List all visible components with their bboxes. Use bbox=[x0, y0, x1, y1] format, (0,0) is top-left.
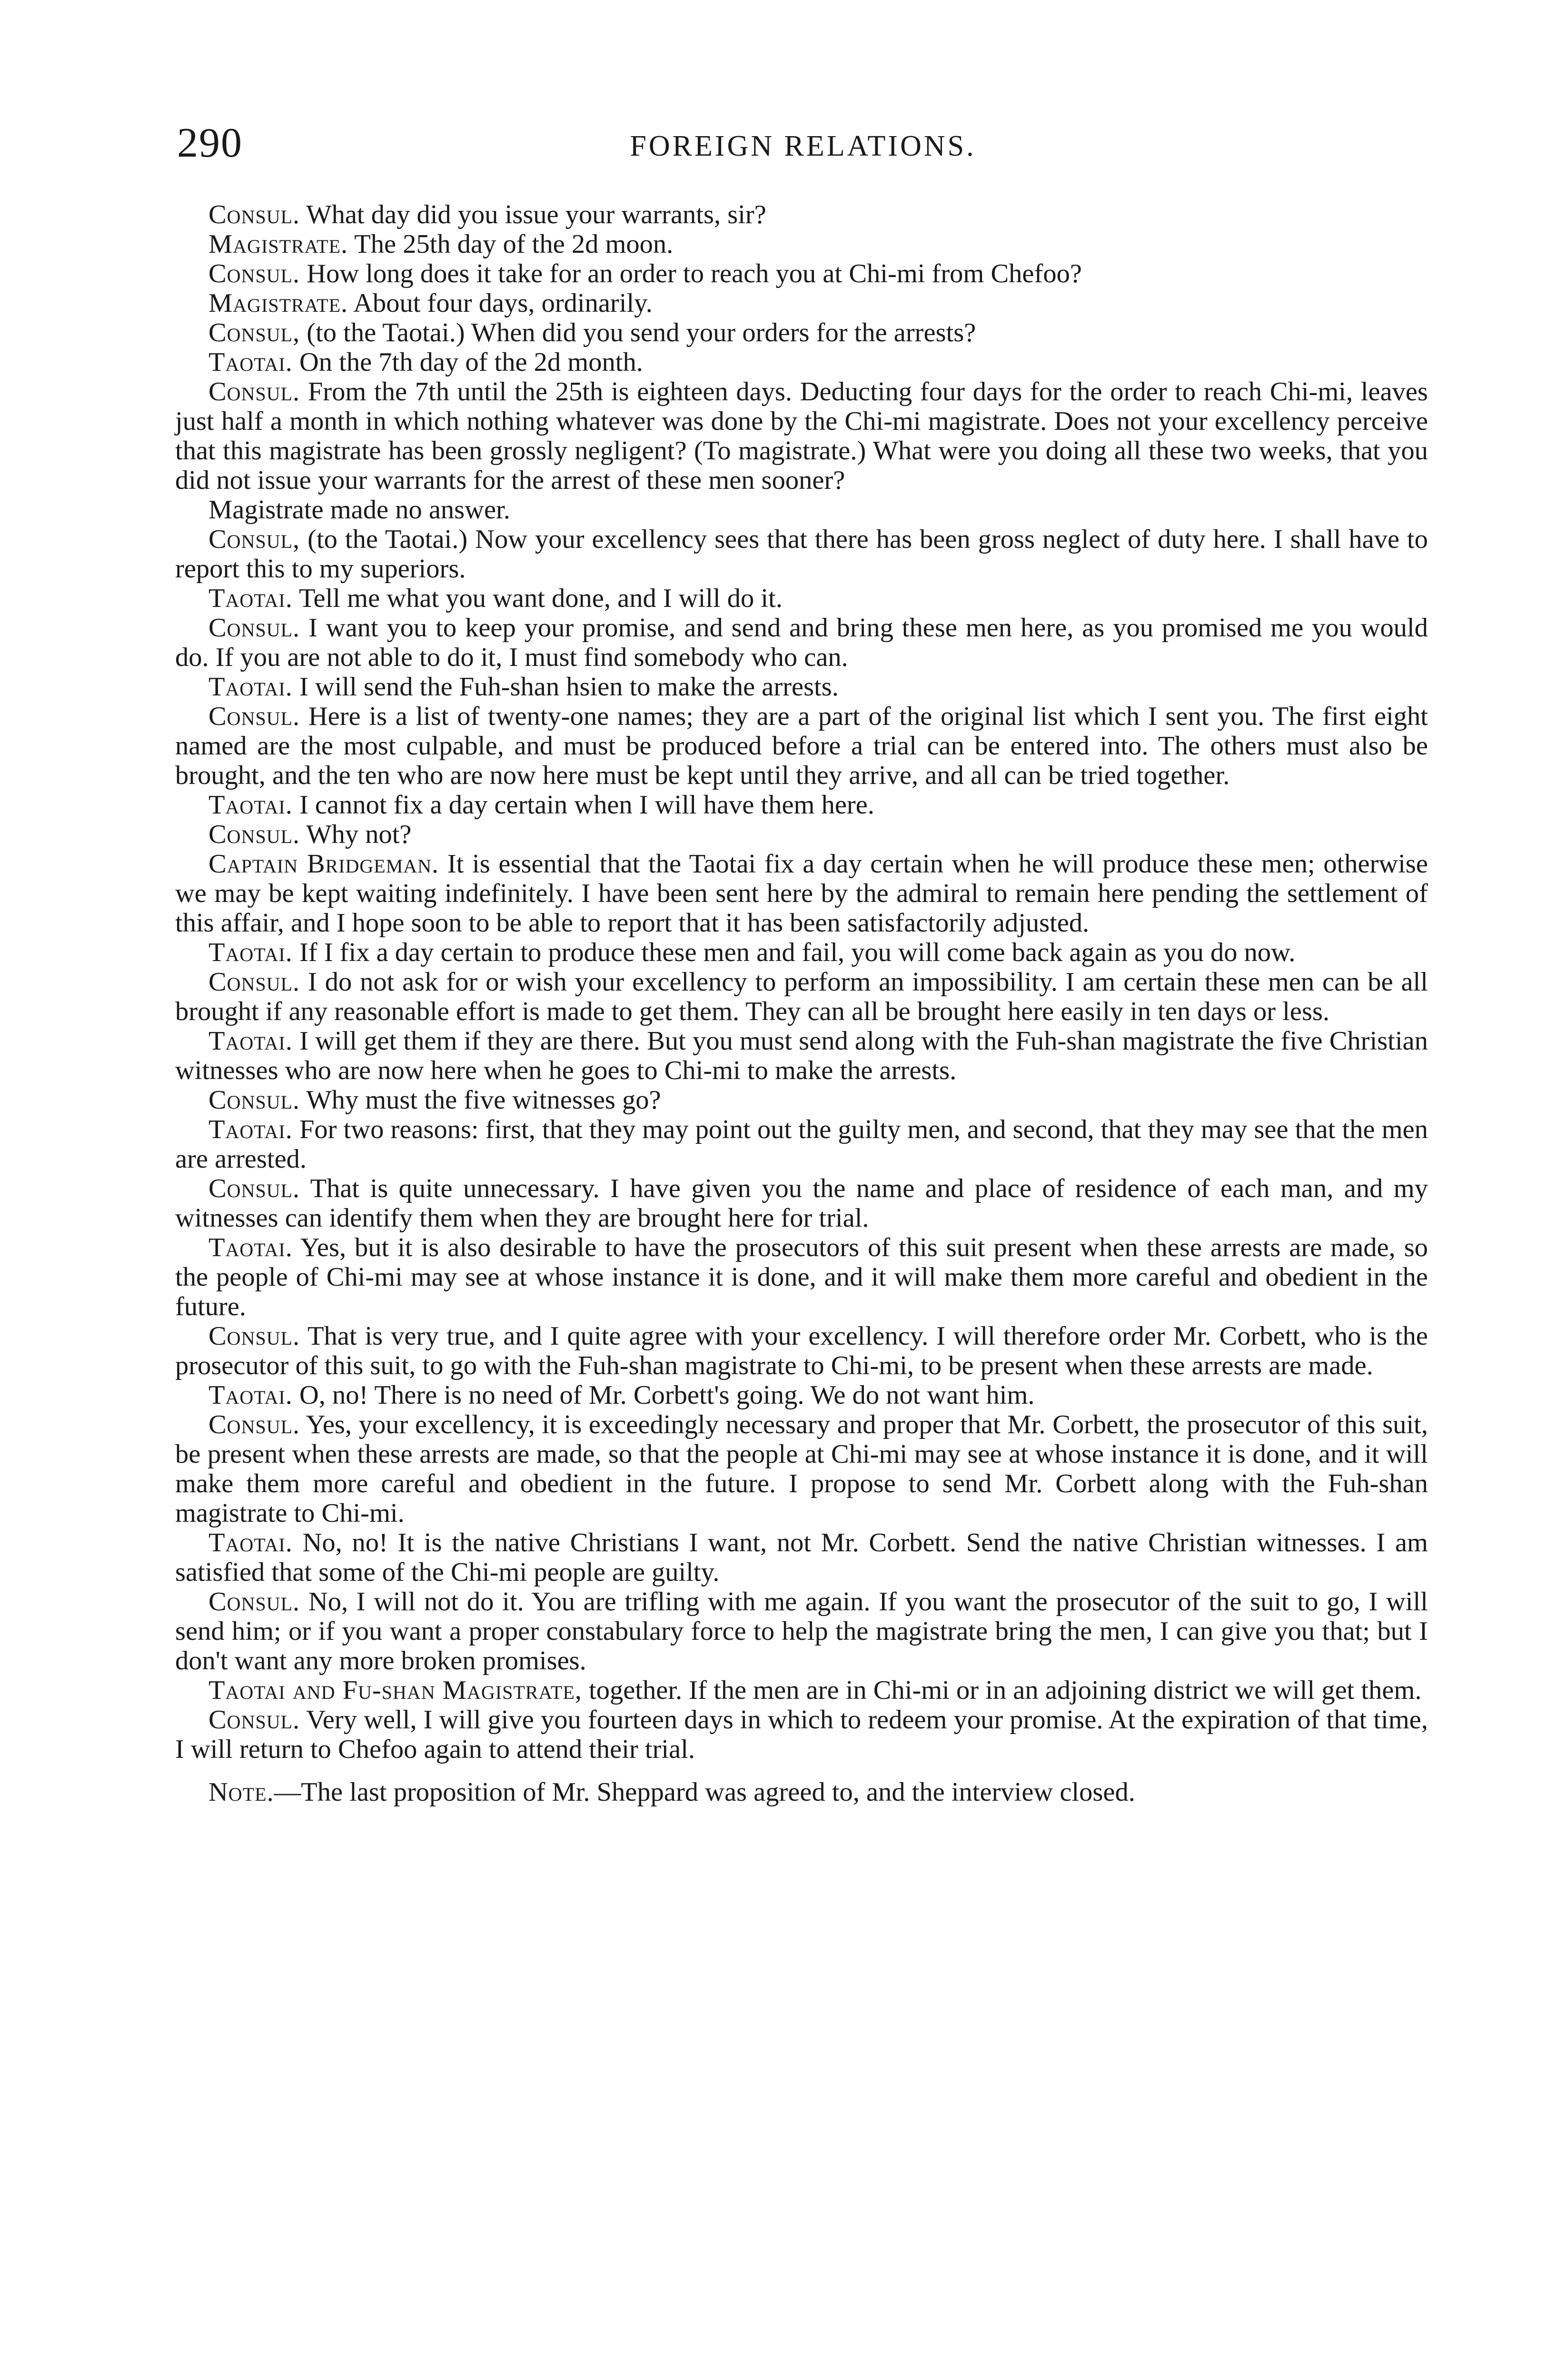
speaker-name: Consul. bbox=[208, 200, 300, 229]
dialogue-paragraph bbox=[175, 200, 1428, 229]
speaker-name: Consul. bbox=[208, 702, 300, 731]
paragraph-text: It is essential that the Taotai fix a day certain when he will produce these men; otherwise we may be kept waiting indefinitely. I have been sent here by the admiral to remain here pending the settlement of this affair, and I hope soon to be able to report that it has been satisfactorily adjusted. bbox=[175, 849, 1428, 938]
paragraph-text: Yes, your excellency, it is exceedingly necessary and proper that Mr. Corbett, the prosecutor of this suit, be present when these arrests are made, so that the people at Chi-mi may see at whose instance it is done, and it will make them more careful and obedient in the future. I propose to send Mr. Corbett along with the Fuh-shan magistrate to Chi-mi. bbox=[175, 1410, 1428, 1528]
dialogue-body bbox=[175, 200, 1428, 1807]
speaker-name: Magistrate. bbox=[208, 229, 348, 259]
dialogue-paragraph bbox=[175, 967, 1428, 1026]
dialogue-paragraph bbox=[175, 1233, 1428, 1321]
running-head: FOREIGN RELATIONS. bbox=[630, 130, 976, 162]
speaker-name: Taotai. bbox=[208, 1115, 293, 1144]
dialogue-paragraph bbox=[175, 613, 1428, 672]
dialogue-paragraph bbox=[175, 1026, 1428, 1085]
paragraph-text: O, no! There is no need of Mr. Corbett's going. We do not want him. bbox=[292, 1380, 1035, 1410]
paragraph-text: (to the Taotai.) Now your excellency sees that there has been gross neglect of duty here. I shall have to report this to my superiors. bbox=[175, 525, 1428, 584]
speaker-name: Taotai. bbox=[208, 1233, 293, 1262]
speaker-name: Taotai and Fu-shan Magistrate, bbox=[208, 1676, 582, 1705]
dialogue-paragraph bbox=[175, 1321, 1428, 1380]
dialogue-paragraph bbox=[175, 1115, 1428, 1174]
speaker-name: Consul. bbox=[208, 820, 300, 849]
speaker-name: Consul. bbox=[208, 613, 300, 643]
speaker-name: Consul. bbox=[208, 259, 300, 288]
editorial-note bbox=[175, 1777, 1428, 1807]
dialogue-paragraph bbox=[175, 318, 1428, 347]
speaker-name: Consul. bbox=[208, 1174, 300, 1203]
paragraph-text: That is quite unnecessary. I have given you the name and place of residence of each man, and my witnesses can identify them when they are brought here for trial. bbox=[175, 1174, 1428, 1233]
paragraph-text: No, no! It is the native Christians I want, not Mr. Corbett. Send the native Christian witnesses. I am satisfied that some of the Chi-mi people are guilty. bbox=[175, 1528, 1428, 1587]
speaker-name: Consul. bbox=[208, 1410, 300, 1439]
speaker-name: Taotai. bbox=[208, 347, 293, 377]
dialogue-paragraph bbox=[175, 377, 1428, 495]
paragraph-text: No, I will not do it. You are trifling with me again. If you want the prosecutor of the suit to go, I will send him; or if you want a proper constabulary force to help the magistrate bring the men, I can give you that; but I don't want any more broken promises. bbox=[175, 1587, 1428, 1676]
speaker-name: Taotai. bbox=[208, 1380, 293, 1410]
dialogue-paragraph bbox=[175, 790, 1428, 820]
speaker-name: Consul. bbox=[208, 1321, 300, 1351]
note-label: Note. bbox=[208, 1777, 274, 1807]
paragraph-text: How long does it take for an order to reach you at Chi-mi from Chefoo? bbox=[300, 259, 1082, 288]
dialogue-paragraph bbox=[175, 347, 1428, 377]
speaker-name: Consul. bbox=[208, 967, 300, 997]
dialogue-paragraph bbox=[175, 1380, 1428, 1410]
paragraph-text: That is very true, and I quite agree with your excellency. I will therefore order Mr. Corbett, who is the prosecutor of this suit, to go with the Fuh-shan magistrate to Chi-mi, to be present when these arrests are made. bbox=[175, 1321, 1428, 1380]
speaker-name: Taotai. bbox=[208, 1528, 293, 1557]
paragraph-text: Why not? bbox=[300, 820, 412, 849]
paragraph-text: I will send the Fuh-shan hsien to make the arrests. bbox=[292, 672, 839, 702]
dialogue-paragraph bbox=[175, 1587, 1428, 1676]
dialogue-paragraph bbox=[175, 702, 1428, 790]
paragraph-text: I do not ask for or wish your excellency to perform an impossibility. I am certain these men can be all brought if any reasonable effort is made to get them. They can all be brought here easily in ten days or less. bbox=[175, 967, 1428, 1026]
dialogue-paragraph bbox=[175, 1410, 1428, 1528]
speaker-name: Consul. bbox=[208, 1705, 300, 1735]
note-text: —The last proposition of Mr. Sheppard was agreed to, and the interview closed. bbox=[274, 1777, 1135, 1807]
paragraph-text: I want you to keep your promise, and send and bring these men here, as you promised me you would do. If you are not able to do it, I must find somebody who can. bbox=[175, 613, 1428, 672]
paragraph-text: together. If the men are in Chi-mi or in an adjoining district we will get them. bbox=[582, 1676, 1422, 1705]
paragraph-text: For two reasons: first, that they may point out the guilty men, and second, that they may see that the men are arrested. bbox=[175, 1115, 1428, 1174]
dialogue-paragraph bbox=[175, 820, 1428, 849]
paragraph-text: (to the Taotai.) When did you send your orders for the arrests? bbox=[300, 318, 976, 347]
speaker-name: Consul, bbox=[208, 525, 300, 554]
dialogue-paragraph bbox=[175, 584, 1428, 613]
dialogue-paragraph bbox=[175, 288, 1428, 318]
paragraph-text: What day did you issue your warrants, sir? bbox=[300, 200, 766, 229]
speaker-name: Magistrate. bbox=[208, 288, 348, 318]
speaker-name: Taotai. bbox=[208, 938, 293, 967]
paragraph-text: From the 7th until the 25th is eighteen days. Deducting four days for the order to reach Chi-mi, leaves just half a month in which nothing whatever was done by the Chi-mi magistrate. Does not your excellency perceive that this magistrate has been grossly negligent? (To magistrate.) What were you doing all these two weeks, that you did not issue your warrants for the arrest of these men sooner? bbox=[175, 377, 1428, 495]
dialogue-paragraph bbox=[175, 849, 1428, 938]
dialogue-paragraph bbox=[175, 1705, 1428, 1764]
speaker-name: Taotai. bbox=[208, 1026, 293, 1056]
paragraph-text: Yes, but it is also desirable to have the prosecutors of this suit present when these arrests are made, so the people of Chi-mi may see at whose instance it is done, and it will make them more careful and obedient in the future. bbox=[175, 1233, 1428, 1321]
dialogue-paragraph bbox=[175, 1676, 1428, 1705]
speaker-name: Consul. bbox=[208, 377, 300, 407]
speaker-name: Consul. bbox=[208, 1085, 300, 1115]
paragraph-text: I will get them if they are there. But you must send along with the Fuh-shan magistrate the five Christian witnesses who are now here when he goes to Chi-mi to make the arrests. bbox=[175, 1026, 1428, 1085]
dialogue-paragraph bbox=[175, 229, 1428, 259]
speaker-name: Taotai. bbox=[208, 584, 293, 613]
paragraph-text: About four days, ordinarily. bbox=[348, 288, 653, 318]
page-header bbox=[177, 119, 1429, 171]
paragraph-text: On the 7th day of the 2d month. bbox=[292, 347, 643, 377]
paragraph-text: The 25th day of the 2d moon. bbox=[348, 229, 674, 259]
speaker-name: Captain Bridgeman. bbox=[208, 849, 439, 879]
dialogue-paragraph bbox=[175, 525, 1428, 584]
page-number: 290 bbox=[177, 120, 243, 166]
paragraph-text: Why must the five witnesses go? bbox=[300, 1085, 661, 1115]
paragraph-text: Here is a list of twenty-one names; they are a part of the original list which I sent you. The first eight named are the most culpable, and must be produced before a trial can be entered into. The others must also be brought, and the ten who are now here must be kept until they arrive, and all can be tried together. bbox=[175, 702, 1428, 790]
paragraph-text: Magistrate made no answer. bbox=[208, 495, 510, 525]
dialogue-paragraph bbox=[175, 495, 1428, 525]
dialogue-paragraph bbox=[175, 1528, 1428, 1587]
paragraph-text: Tell me what you want done, and I will do it. bbox=[292, 584, 783, 613]
dialogue-paragraph bbox=[175, 259, 1428, 288]
paragraph-text: Very well, I will give you fourteen days in which to redeem your promise. At the expiration of that time, I will return to Chefoo again to attend their trial. bbox=[175, 1705, 1428, 1764]
dialogue-paragraph bbox=[175, 1174, 1428, 1233]
speaker-name: Consul, bbox=[208, 318, 300, 347]
dialogue-paragraph bbox=[175, 938, 1428, 967]
dialogue-paragraph bbox=[175, 1085, 1428, 1115]
speaker-name: Taotai. bbox=[208, 790, 293, 820]
paragraph-text: If I fix a day certain to produce these men and fail, you will come back again as you do now. bbox=[292, 938, 1296, 967]
speaker-name: Consul. bbox=[208, 1587, 300, 1616]
dialogue-paragraph bbox=[175, 672, 1428, 702]
paragraph-text: I cannot fix a day certain when I will have them here. bbox=[292, 790, 874, 820]
speaker-name: Taotai. bbox=[208, 672, 293, 702]
